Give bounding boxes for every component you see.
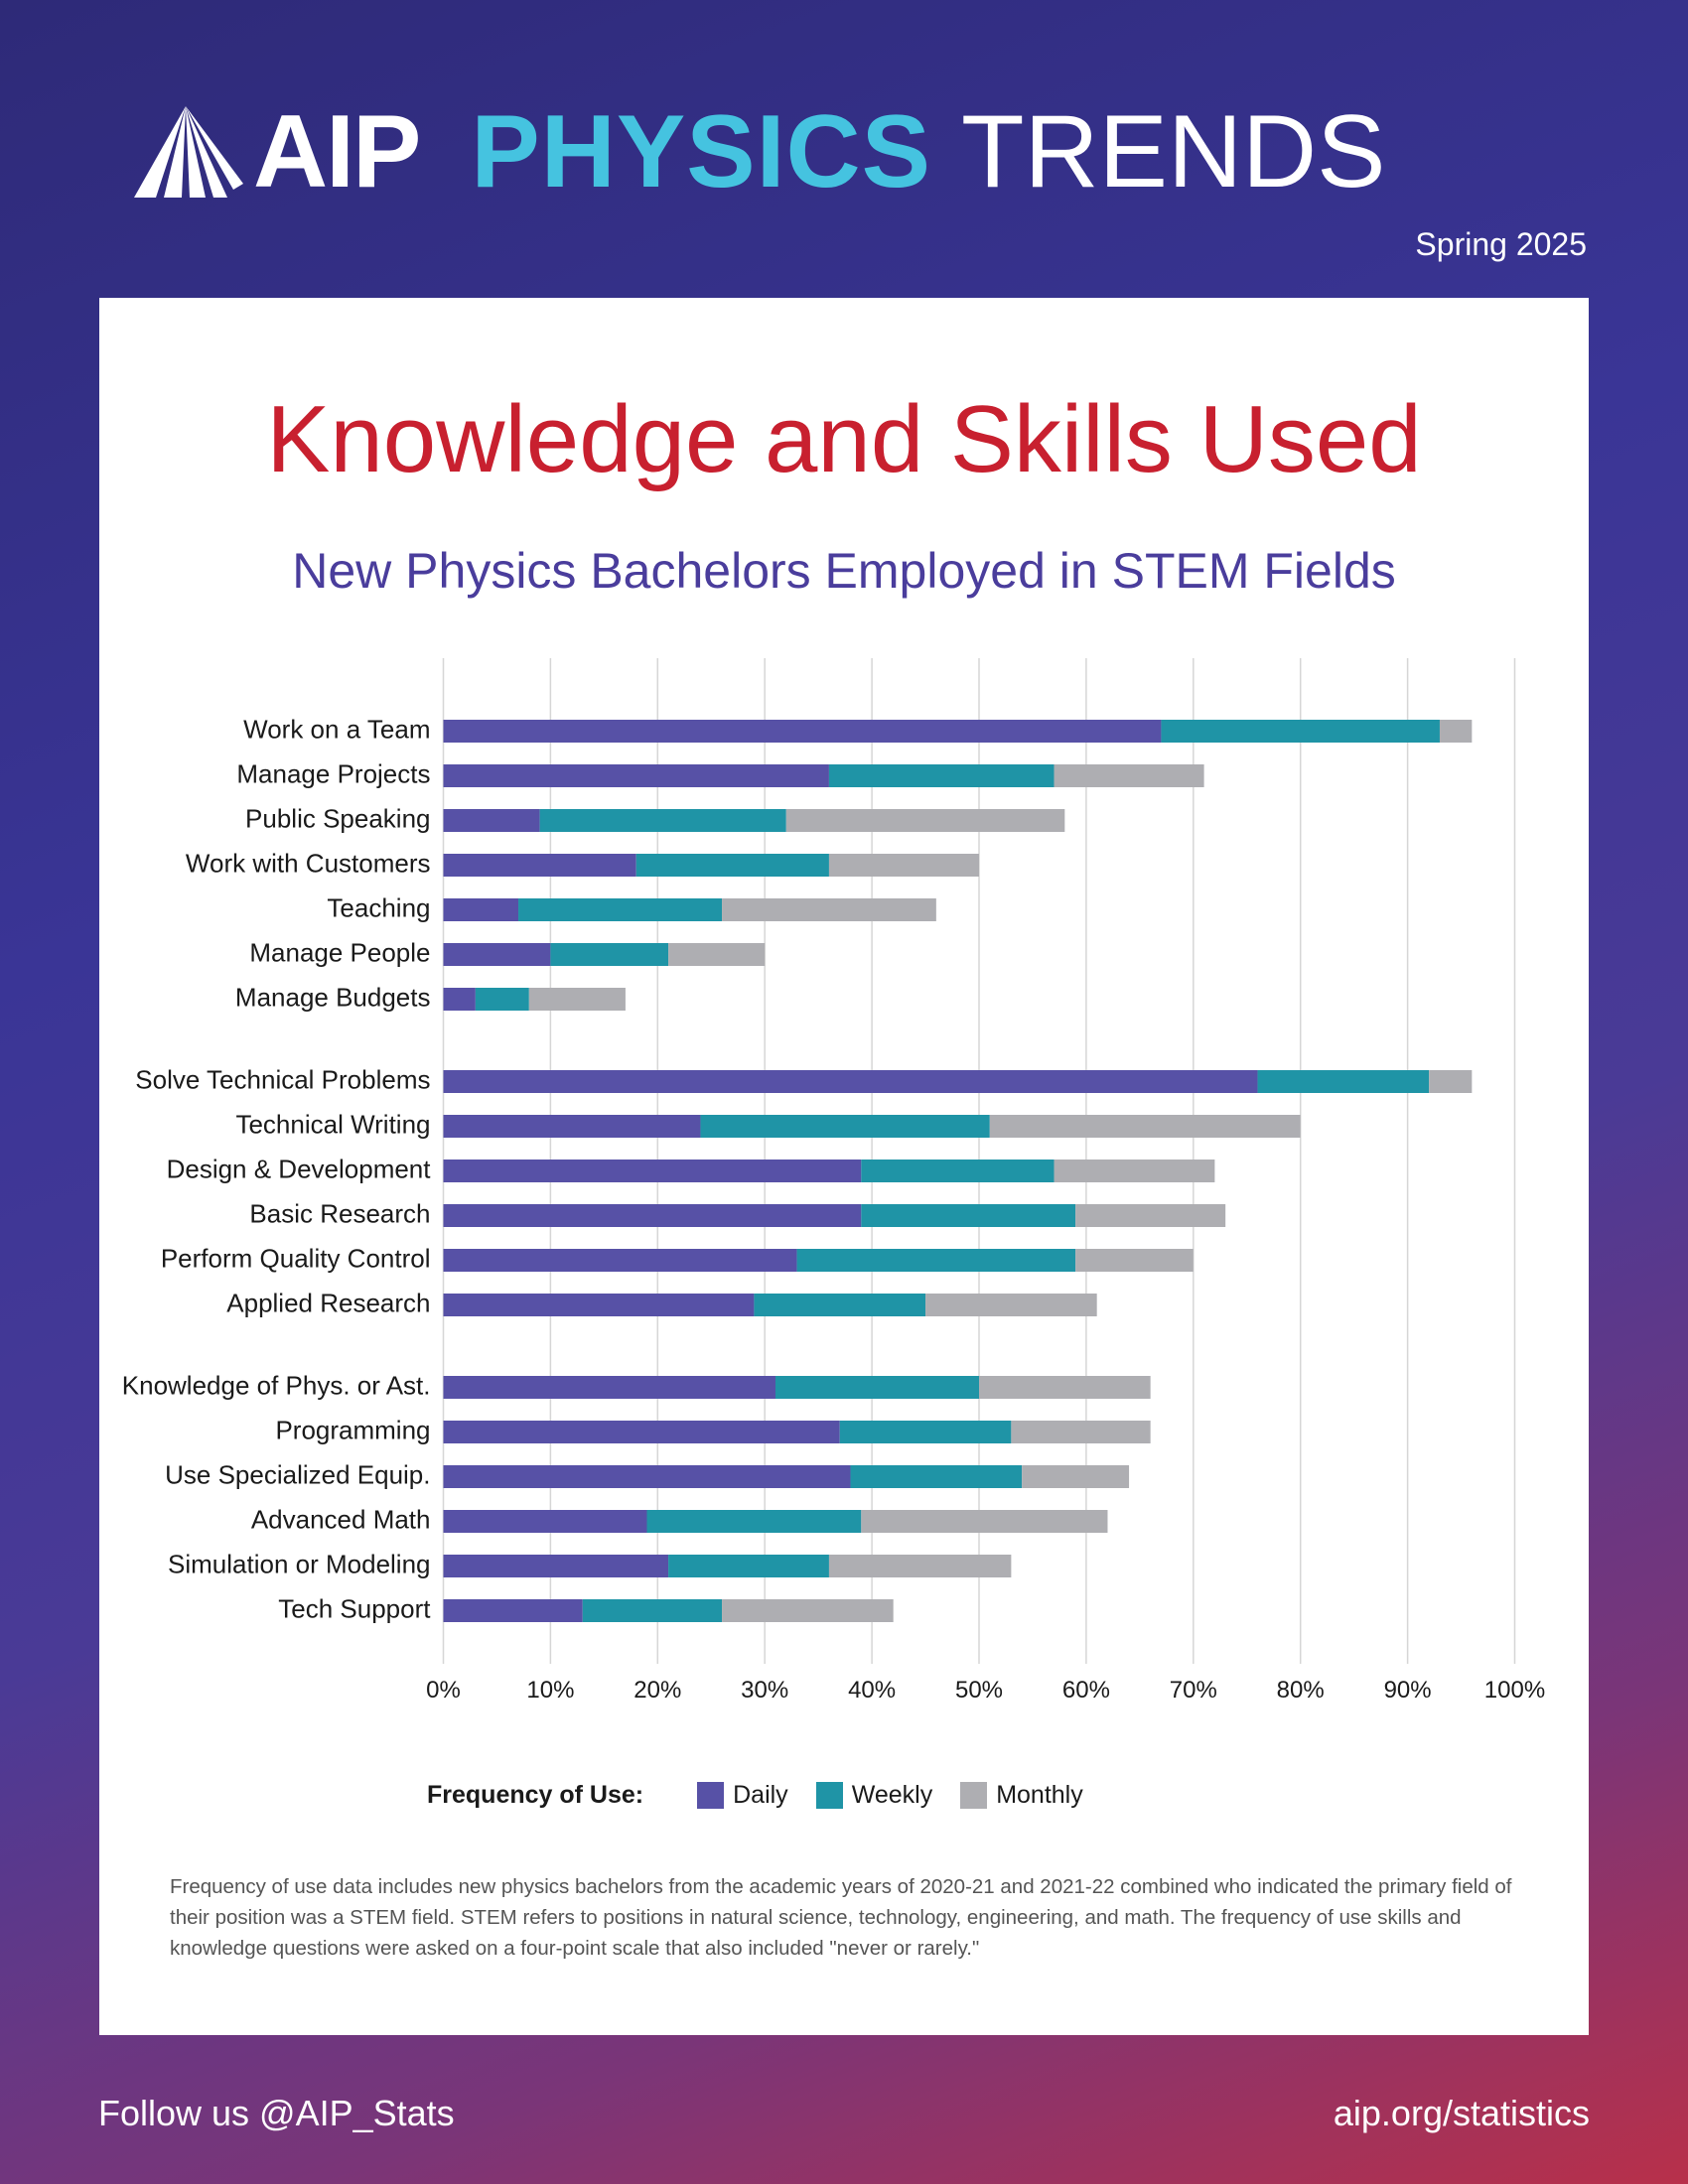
bar-knowledge-of-phys-or-ast-monthly [979,1376,1151,1399]
x-tick-label-80: 80% [1276,1677,1325,1704]
legend-swatch-daily [697,1782,724,1809]
legend-swatch-monthly [960,1782,987,1809]
bar-manage-projects-daily [444,764,829,787]
brand-aip: AIP [253,94,420,209]
x-tick-label-90: 90% [1383,1677,1432,1704]
category-label-advanced-math: Advanced Math [250,1504,431,1535]
bar-work-with-customers-daily [444,854,636,877]
x-tick-label-60: 60% [1061,1677,1110,1704]
bar-manage-budgets-weekly [476,988,529,1011]
bar-advanced-math-monthly [861,1510,1107,1533]
bar-solve-technical-problems-monthly [1429,1070,1472,1093]
category-label-knowledge-of-phys-or-ast: Knowledge of Phys. or Ast. [121,1370,431,1401]
bar-use-specialized-equip-weekly [851,1465,1023,1488]
bar-work-on-a-team-daily [444,720,1162,743]
bar-teaching-weekly [518,898,722,921]
bar-solve-technical-problems-daily [444,1070,1258,1093]
category-label-tech-support: Tech Support [278,1593,431,1624]
bar-programming-weekly [840,1421,1012,1443]
category-label-programming: Programming [275,1415,431,1445]
x-tick-label-30: 30% [741,1677,789,1704]
issue-season: Spring 2025 [1415,226,1587,262]
bar-manage-people-weekly [550,943,668,966]
bar-tech-support-weekly [583,1599,722,1622]
bar-teaching-daily [444,898,519,921]
bar-work-on-a-team-weekly [1161,720,1440,743]
bar-perform-quality-control-weekly [797,1249,1076,1272]
bar-basic-research-weekly [861,1204,1075,1227]
category-label-manage-people: Manage People [249,937,431,968]
bar-design-and-development-daily [444,1160,862,1182]
bar-perform-quality-control-daily [444,1249,797,1272]
follow-link[interactable]: Follow us @AIP_Stats [98,2093,455,2133]
bar-manage-people-daily [444,943,551,966]
bar-work-on-a-team-monthly [1440,720,1472,743]
bar-simulation-or-modeling-weekly [668,1555,829,1577]
x-tick-label-100: 100% [1483,1677,1546,1704]
bar-tech-support-monthly [722,1599,894,1622]
bar-design-and-development-weekly [861,1160,1054,1182]
chart-legend [427,1775,1111,1815]
bar-manage-people-monthly [668,943,765,966]
brand-physics: PHYSICS [471,94,931,209]
category-label-perform-quality-control: Perform Quality Control [160,1243,431,1274]
brand-trends: TRENDS [960,94,1386,209]
legend-title: Frequency of Use: [427,1780,644,1809]
category-label-basic-research: Basic Research [249,1198,431,1229]
site-link[interactable]: aip.org/statistics [1333,2093,1590,2133]
bar-technical-writing-daily [444,1115,701,1138]
legend-label-monthly: Monthly [996,1780,1083,1809]
bar-applied-research-weekly [754,1294,925,1316]
bar-public-speaking-monthly [786,809,1065,832]
bar-applied-research-daily [444,1294,755,1316]
category-label-solve-technical-problems: Solve Technical Problems [135,1064,431,1095]
x-tick-label-50: 50% [954,1677,1004,1704]
x-tick-label-40: 40% [848,1677,897,1704]
bar-technical-writing-monthly [990,1115,1301,1138]
category-label-teaching: Teaching [327,892,431,923]
bar-programming-daily [444,1421,840,1443]
category-label-manage-projects: Manage Projects [236,758,431,789]
bar-manage-budgets-monthly [529,988,626,1011]
bar-use-specialized-equip-daily [444,1465,851,1488]
bar-public-speaking-daily [444,809,540,832]
bar-applied-research-monthly [925,1294,1097,1316]
bar-knowledge-of-phys-or-ast-daily [444,1376,775,1399]
bar-use-specialized-equip-monthly [1022,1465,1129,1488]
bar-manage-projects-monthly [1055,764,1204,787]
bar-advanced-math-weekly [647,1510,862,1533]
chart-card [99,298,1589,2035]
category-label-technical-writing: Technical Writing [235,1109,431,1140]
bar-technical-writing-weekly [700,1115,989,1138]
category-label-use-specialized-equip: Use Specialized Equip. [165,1459,431,1490]
x-tick-label-0: 0% [426,1677,461,1704]
category-label-work-with-customers: Work with Customers [185,848,431,879]
bar-tech-support-daily [444,1599,583,1622]
legend-label-daily: Daily [733,1780,788,1809]
legend-swatch-weekly [816,1782,843,1809]
bar-basic-research-daily [444,1204,862,1227]
x-tick-label-10: 10% [526,1677,575,1704]
bar-basic-research-monthly [1075,1204,1225,1227]
bar-knowledge-of-phys-or-ast-weekly [775,1376,979,1399]
category-label-design-and-development: Design & Development [166,1154,431,1184]
category-label-work-on-a-team: Work on a Team [243,714,431,745]
bar-teaching-monthly [722,898,936,921]
chart-subtitle: New Physics Bachelors Employed in STEM Fields [292,543,1396,599]
category-label-manage-budgets: Manage Budgets [234,982,431,1013]
bar-simulation-or-modeling-daily [444,1555,669,1577]
category-label-simulation-or-modeling: Simulation or Modeling [168,1549,431,1579]
footnote: Frequency of use data includes new physics bachelors from the academic years of 2020-21 and 2021-22 combined who indicated the primary field of their position was a STEM field. STEM refers to positions in natural science, technology, engineering, and math. The frequency of use skills and knowledge questions were asked on a four-point scale that also included "never or rarely." [170,1875,1512,1960]
category-label-applied-research: Applied Research [226,1288,431,1318]
x-tick-label-70: 70% [1169,1677,1217,1704]
legend-label-weekly: Weekly [851,1780,933,1809]
bar-advanced-math-daily [444,1510,647,1533]
stacked-bar-chart [99,298,1589,1767]
aip-logo-icon [134,106,243,198]
bar-manage-budgets-daily [444,988,476,1011]
bar-work-with-customers-weekly [636,854,829,877]
bar-simulation-or-modeling-monthly [829,1555,1011,1577]
bar-solve-technical-problems-weekly [1258,1070,1430,1093]
bar-manage-projects-weekly [829,764,1055,787]
chart-title: Knowledge and Skills Used [266,386,1422,492]
bar-programming-monthly [1011,1421,1150,1443]
category-label-public-speaking: Public Speaking [245,803,431,834]
bar-work-with-customers-monthly [829,854,979,877]
x-tick-label-20: 20% [633,1677,682,1704]
bar-design-and-development-monthly [1055,1160,1215,1182]
bar-public-speaking-weekly [540,809,786,832]
brand-logo [134,94,1386,209]
bar-perform-quality-control-monthly [1075,1249,1194,1272]
